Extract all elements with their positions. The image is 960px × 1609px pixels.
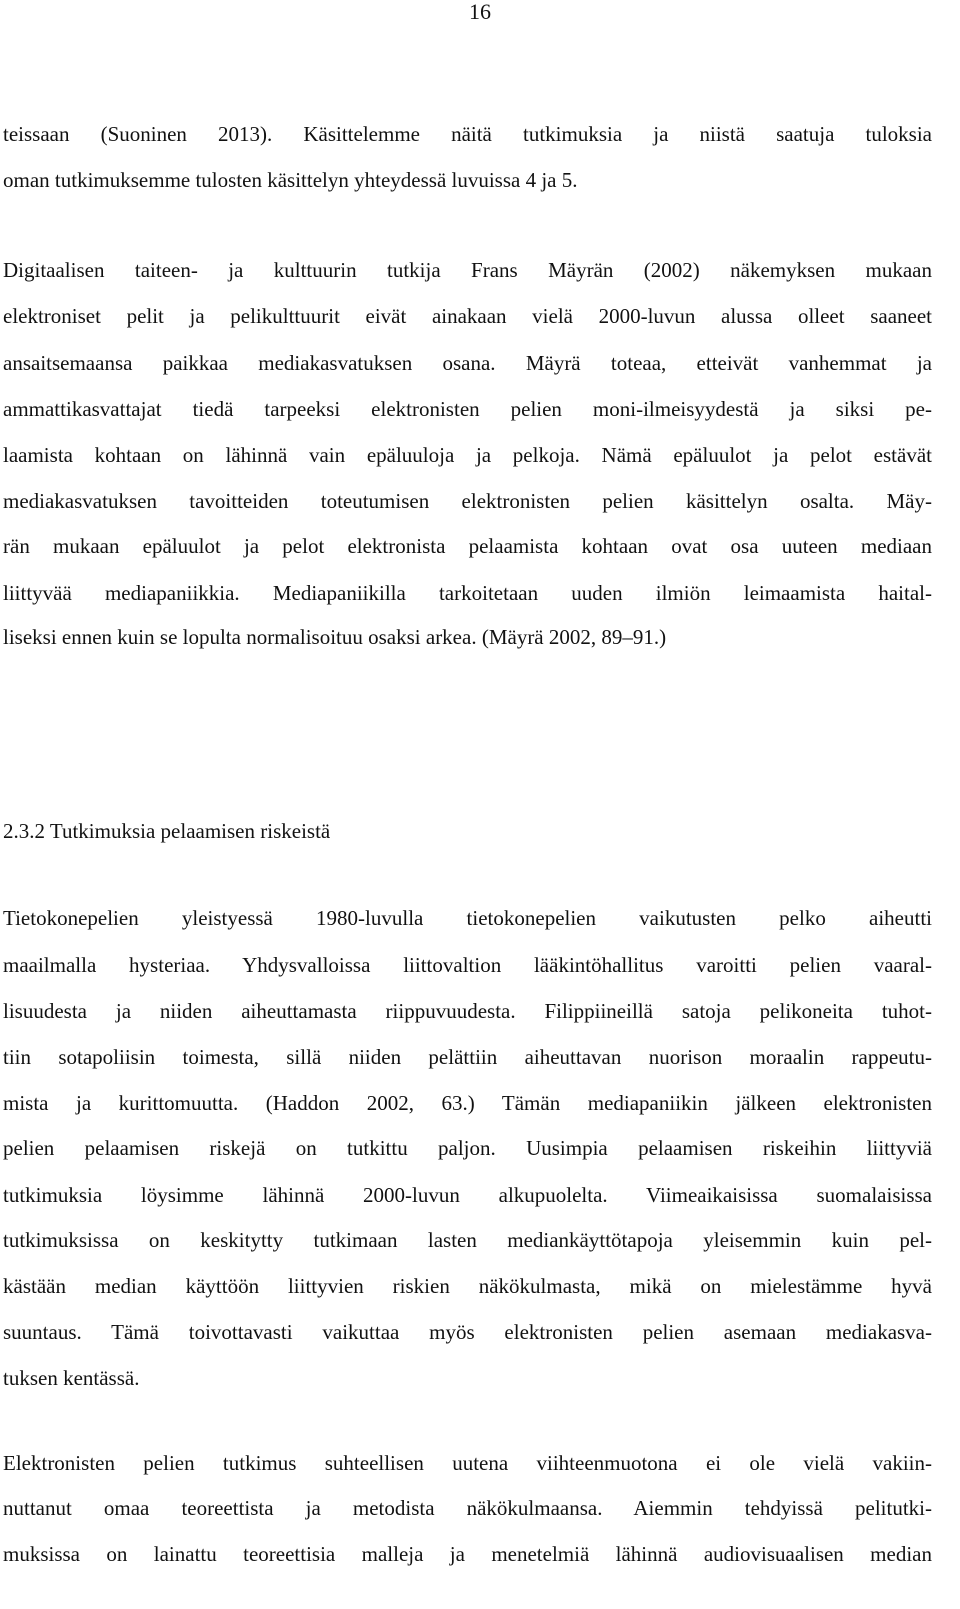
text-line: mista ja kurittomuutta. (Haddon 2002, 63.) Tämän mediapaniikin jälkeen elektronisten — [3, 1091, 932, 1115]
text-line: oman tutkimuksemme tulosten käsittelyn yhteydessä luvuissa 4 ja 5. — [3, 168, 578, 192]
text-line: mediakasvatuksen tavoitteiden toteutumisen elektronisten pelien käsittelyn osalta. Mäy- — [3, 489, 932, 513]
text-line: rän mukaan epäluulot ja pelot elektronista pelaamista kohtaan ovat osa uuteen mediaan — [3, 534, 932, 558]
text-line: tuksen kentässä. — [3, 1366, 140, 1390]
text-line: liittyvää mediapaniikkia. Mediapaniikilla tarkoitetaan uuden ilmiön leimaamista haital- — [3, 581, 932, 605]
text-line: 2.3.2 Tutkimuksia pelaamisen riskeistä — [3, 819, 331, 843]
text-line: Elektronisten pelien tutkimus suhteellisen uutena viihteenmuotona ei ole vielä vakiin- — [3, 1451, 932, 1475]
text-line: liseksi ennen kuin se lopulta normalisoituu osaksi arkea. (Mäyrä 2002, 89–91.) — [3, 625, 667, 649]
text-line: maailmalla hysteriaa. Yhdysvalloissa liittovaltion lääkintöhallitus varoitti pelien vaaral- — [3, 953, 932, 977]
text-line: tiin sotapoliisin toimesta, sillä niiden pelättiin aiheuttavan nuorison moraalin rappeutu- — [3, 1045, 932, 1069]
page-number: 16 — [469, 0, 491, 24]
text-line: tutkimuksissa on keskitytty tutkimaan lasten mediankäyttötapoja yleisemmin kuin pel- — [3, 1228, 932, 1252]
text-line: muksissa on lainattu teoreettisia malleja ja menetelmiä lähinnä audiovisuaalisen median — [3, 1542, 932, 1566]
text-line: kästään median käyttöön liittyvien riskien näkökulmasta, mikä on mielestämme hyvä — [3, 1274, 932, 1298]
text-line: ammattikasvattajat tiedä tarpeeksi elektronisten pelien moni-ilmeisyydestä ja siksi pe- — [3, 397, 932, 421]
text-line: pelien pelaamisen riskejä on tutkittu paljon. Uusimpia pelaamisen riskeihin liittyviä — [3, 1136, 932, 1160]
text-line: teissaan (Suoninen 2013). Käsittelemme näitä tutkimuksia ja niistä saatuja tuloksia — [3, 122, 932, 146]
text-line: elektroniset pelit ja pelikulttuurit eivät ainakaan vielä 2000-luvun alussa olleet saaneet — [3, 304, 932, 328]
text-line: Digitaalisen taiteen- ja kulttuurin tutkija Frans Mäyrän (2002) näkemyksen mukaan — [3, 258, 932, 282]
text-line: suuntaus. Tämä toivottavasti vaikuttaa myös elektronisten pelien asemaan mediakasva- — [3, 1320, 932, 1344]
text-line: nuttanut omaa teoreettista ja metodista näkökulmaansa. Aiemmin tehdyissä pelitutki- — [3, 1496, 932, 1520]
text-line: laamista kohtaan on lähinnä vain epäluuloja ja pelkoja. Nämä epäluulot ja pelot estävät — [3, 443, 932, 467]
text-line: Tietokonepelien yleistyessä 1980-luvulla tietokonepelien vaikutusten pelko aiheutti — [3, 906, 932, 930]
text-line: lisuudesta ja niiden aiheuttamasta riippuvuudesta. Filippiineillä satoja pelikoneita tuhot- — [3, 999, 932, 1023]
text-line: ansaitsemaansa paikkaa mediakasvatuksen osana. Mäyrä toteaa, etteivät vanhemmat ja — [3, 351, 932, 375]
text-line: tutkimuksia löysimme lähinnä 2000-luvun alkupuolelta. Viimeaikaisissa suomalaisissa — [3, 1183, 932, 1207]
